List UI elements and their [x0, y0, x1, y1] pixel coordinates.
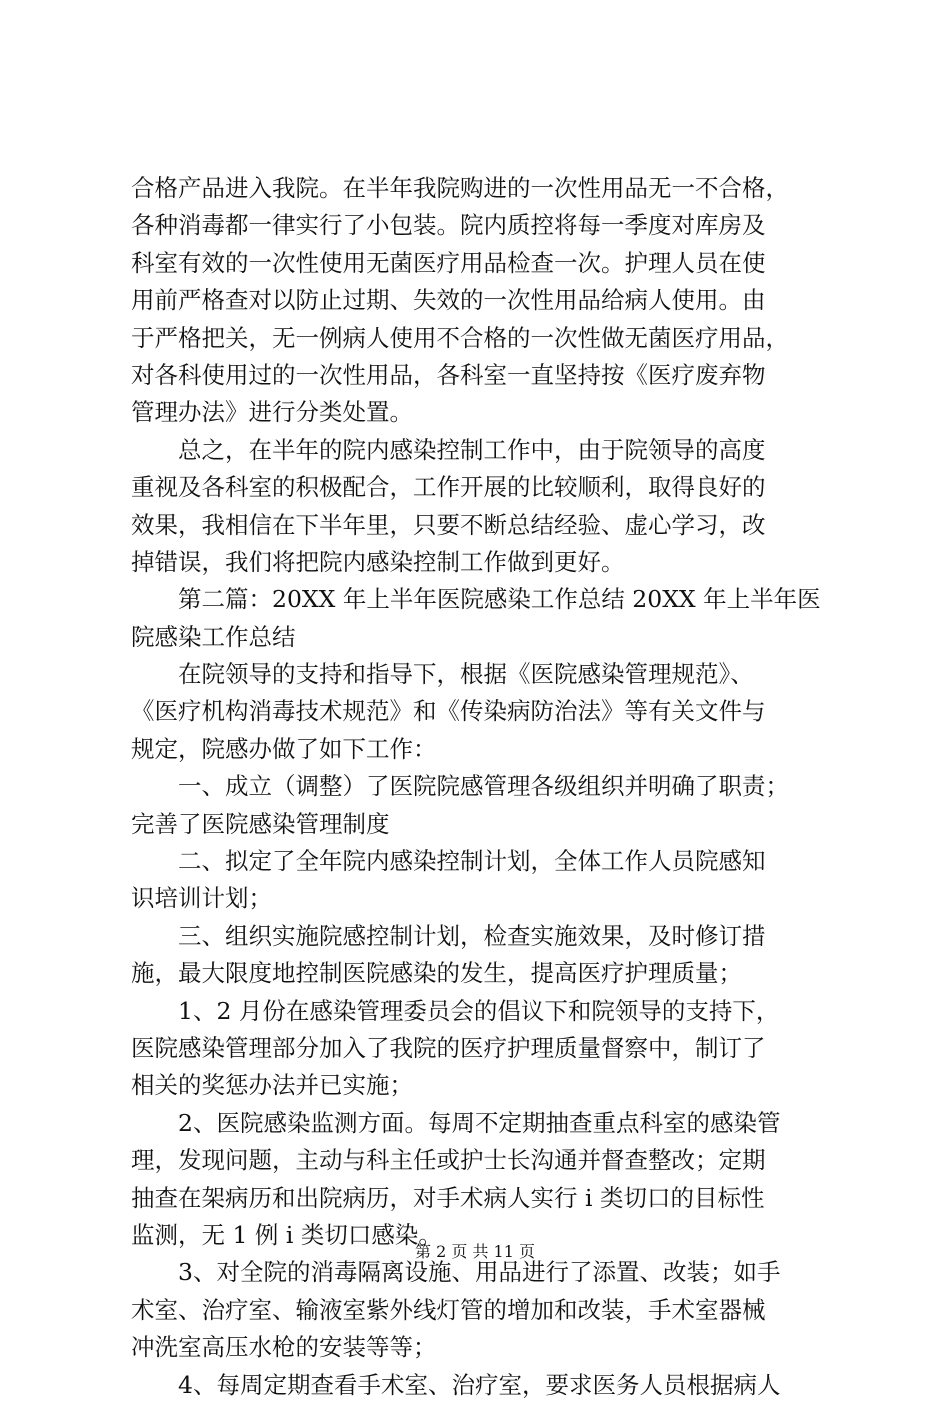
text-line: 重视及各科室的积极配合，工作开展的比较顺利，取得良好的: [131, 473, 766, 502]
text-line: 理，发现问题，主动与科主任或护士长沟通并督查整改；定期: [131, 1146, 766, 1175]
text-line: 三、组织实施院感控制计划，检查实施效果，及时修订措: [131, 921, 766, 950]
text-line: 规定，院感办做了如下工作：: [131, 734, 437, 763]
text-line: 1、2 月份在感染管理委员会的倡议下和院领导的支持下，: [131, 996, 780, 1025]
text-line: 2、医院感染监测方面。每周不定期抽查重点科室的感染管: [131, 1108, 781, 1137]
text-line: 于严格把关，无一例病人使用不合格的一次性做无菌医疗用品，: [131, 323, 789, 352]
text-line: 一、成立（调整）了医院院感管理各级组织并明确了职责；: [131, 772, 789, 801]
text-line: 冲洗室高压水枪的安装等等；: [131, 1333, 437, 1362]
text-line: 施，最大限度地控制医院感染的发生，提高医疗护理质量；: [131, 959, 742, 988]
body-text: [131, 170, 831, 1404]
text-line: 监测，无 1 例 i 类切口感染。: [131, 1220, 442, 1249]
text-line: 在院领导的支持和指导下，根据《医院感染管理规范》、: [131, 660, 754, 689]
text-line: 各种消毒都一律实行了小包装。院内质控将每一季度对库房及: [131, 211, 766, 240]
text-line: 3、对全院的消毒隔离设施、用品进行了添置、改装；如手: [131, 1258, 781, 1287]
text-line: 科室有效的一次性使用无菌医疗用品检查一次。护理人员在使: [131, 248, 766, 277]
text-line: 4、每周定期查看手术室、治疗室，要求医务人员根据病人: [131, 1370, 781, 1399]
text-line: 二、拟定了全年院内感染控制计划，全体工作人员院感知: [131, 847, 766, 876]
text-line: 相关的奖惩办法并已实施；: [131, 1071, 413, 1100]
page-number-label: 第 2 页 共 11 页: [415, 1242, 535, 1261]
text-line: 抽查在架病历和出院病历，对手术病人实行 i 类切口的目标性: [131, 1183, 765, 1212]
page-footer: [0, 1242, 950, 1262]
text-line: 效果，我相信在下半年里，只要不断总结经验、虚心学习，改: [131, 510, 766, 539]
text-line: 术室、治疗室、输液室紫外线灯管的增加和改装，手术室器械: [131, 1295, 766, 1324]
section-heading-line: 院感染工作总结: [131, 622, 296, 651]
text-line: 管理办法》进行分类处置。: [131, 398, 413, 427]
text-line: 总之，在半年的院内感染控制工作中，由于院领导的高度: [131, 435, 766, 464]
text-line: 医院感染管理部分加入了我院的医疗护理质量督察中，制订了: [131, 1033, 766, 1062]
text-line: 完善了医院感染管理制度: [131, 809, 390, 838]
text-line: 用前严格查对以防止过期、失效的一次性用品给病人使用。由: [131, 286, 766, 315]
text-line: 掉错误，我们将把院内感染控制工作做到更好。: [131, 547, 625, 576]
text-line: 对各科使用过的一次性用品，各科室一直坚持按《医疗废弃物: [131, 360, 766, 389]
text-line: 识培训计划；: [131, 884, 272, 913]
text-line: 合格产品进入我院。在半年我院购进的一次性用品无一不合格，: [131, 174, 789, 202]
text-line: 《医疗机构消毒技术规范》和《传染病防治法》等有关文件与: [131, 697, 766, 726]
section-heading-line: 第二篇：20XX 年上半年医院感染工作总结 20XX 年上半年医: [131, 585, 821, 614]
